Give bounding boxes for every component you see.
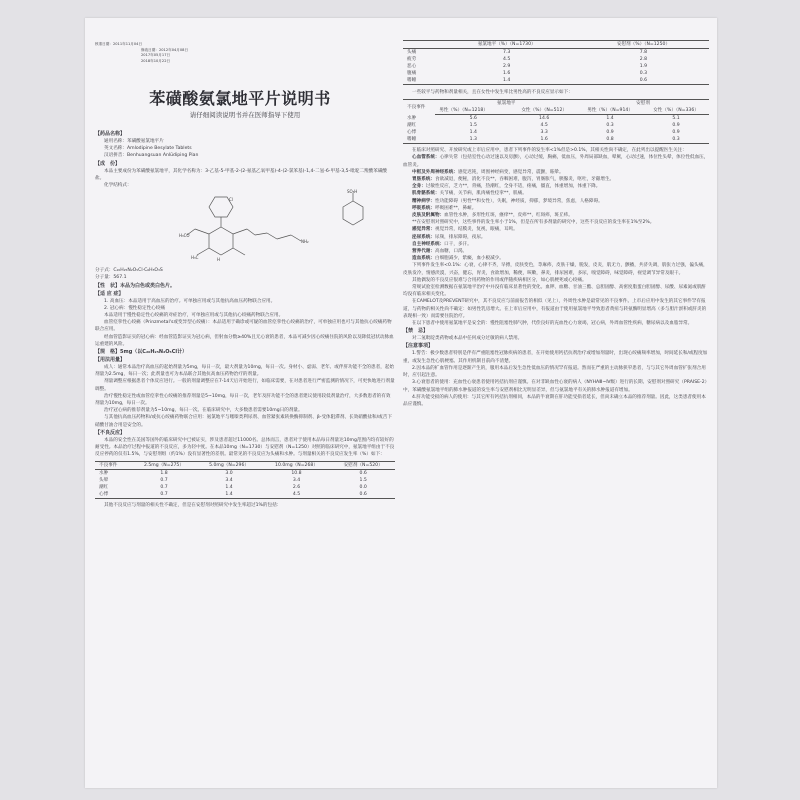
adverse-detail-paragraph — [403, 298, 709, 320]
adverse-detail-text: 血管性水肿，多形性红斑，瘙痒**，皮疹**，红斑疹，斑丘疹。 — [444, 213, 573, 219]
table-cell: 0.9 — [672, 123, 680, 129]
right-flow — [403, 40, 709, 408]
adverse-detail-text: 在CAMELOT及PREVENT研究中，其不良反应与前面报告的相似（见上），外周性水肿是最常见的不良事件。上市后应用中发生的其它事件罕有报道，与药物的相关性尚不确定：如男性乳房增大。在上市后应用中，有报道由于使用氨氯地平导致患者黄疸与转氨酶明显增高（多与胆汁淤积或肝炎的表现相一致）而需要住院治疗。 — [403, 299, 707, 319]
adverse-detail-paragraph — [403, 198, 709, 205]
adverse-detail-paragraph — [403, 284, 709, 298]
table-cell: 1.6 — [503, 71, 511, 76]
section-heading-adverse: 【不良反应】 — [95, 429, 126, 436]
adverse-footer: 其他不良反应与剂量的相关性不确定，但是在安慰剂对照研究中发生率超过1%的包括： — [104, 503, 282, 509]
document-title: 苯磺酸氨氯地平片说明书 — [149, 89, 331, 108]
adverse-detail-paragraph — [403, 241, 709, 248]
table-cell: 4.5 — [292, 492, 301, 498]
table-cell: 潮红 — [99, 485, 109, 491]
precaution-paragraph: 1.警告：极少数患者特别是伴有严重阻塞性冠脉疾病的患者，在开始使用钙拮抗剂治疗或增加剂量时，出现心绞痛频率增加，时间延长和/或程度加重，或发生急性心肌梗塞。其作用机制目前尚不清楚。 — [403, 351, 708, 364]
stamp-line: 2018年10月22日 — [141, 58, 171, 63]
composition-text: 本品主要成份为苯磺酸氨氯地平，其化学名称为：3-乙基-5-甲基-2-(2-氨基乙氧甲基)-4-(2-氯苯基)-1,4-二氢-6-甲基-3,5-吡啶二羧酸苯磺酸盐。 — [95, 168, 388, 181]
table-cell: 0.0 — [359, 485, 367, 491]
dosage-paragraph: 与其他抗高血压药物和/或抗心绞痛药物联合应用：氨氯地平与噻嗪类利尿剂、血管紧张素转换酶抑制剂、β-受体阻滞剂、长效硝酸盐和/或舌下硝酸甘油合用是安全的。 — [95, 415, 392, 428]
table-cell: 嗜睡 — [407, 137, 417, 143]
adverse-detail-list — [403, 147, 709, 327]
adverse-detail-paragraph — [403, 183, 709, 190]
table-row — [403, 70, 709, 77]
table-cell: 3.4 — [292, 478, 301, 484]
adverse-detail-text: 呼吸困难**，鼻衄。 — [434, 205, 477, 211]
molecular-weight: 分子量：567.1 — [95, 275, 127, 281]
table-cell: 0.6 — [359, 471, 367, 477]
table-cell: 心悸 — [407, 130, 417, 136]
table-cell: 1.4 — [469, 130, 477, 136]
left-flow — [95, 130, 395, 510]
indication-item: 本品适用于慢性稳定性心绞痛的对症治疗，可单独应用或与其他抗心绞痛药物联合应用。 — [104, 313, 284, 319]
table-header-cell: 女性（%）（N=336） — [643, 107, 709, 115]
table-header-cell: 女性（%）（N=512） — [511, 107, 577, 115]
dosage-paragraph: 成人：通常本品治疗高血压的起始剂量为5mg，每日一次，最大剂量为10mg，每日一次。身材小、虚弱、老年、或伴肝功能不全的患者，起始剂量为2.5mg，每日一次；此剂量也可为本品联合其他抗高血压药物治疗的剂量。 — [95, 365, 394, 378]
table-cell: 14.6 — [539, 116, 550, 122]
adverse-detail-paragraph — [403, 262, 709, 276]
adverse-detail-category: 感觉异常： — [412, 227, 435, 233]
table-cell: 0.3 — [606, 123, 614, 129]
table-cell: 1.6 — [540, 137, 548, 143]
table-row — [403, 49, 709, 57]
table-cell: 嗜睡 — [407, 78, 417, 83]
adverse-detail-text: 心律失常（包括室性心动过速以及房颤），心动过缓，胸痛，低血压，外周局部缺血，晕厥，心动过速，体位性头晕，体位性低血压，血管炎。 — [403, 155, 709, 168]
adverse-detail-text: 性功能障碍（男性**和女性），失眠，神经质，抑郁，梦境异常，焦虑，人格障碍。 — [434, 198, 603, 204]
table-row — [403, 77, 709, 85]
traits-text: 【性 状】本品为白色或类白色片。 — [95, 282, 176, 289]
adverse-detail-paragraph — [403, 205, 709, 212]
table-row — [403, 63, 709, 70]
adverse-detail-text: 过敏性反应，乏力**，背痛，热潮红，全身不适，疼痛，僵直，体重增加，体重下降。 — [425, 184, 601, 190]
table-cell: 4.5 — [503, 57, 511, 62]
adverse-detail-paragraph — [403, 320, 709, 327]
table-row — [403, 122, 709, 129]
section-heading-composition: 【成 份】 — [95, 160, 121, 167]
dosage-paragraph: 治疗冠心病的推荐剂量为5~10mg，每日一次。在临床研究中，大多数患者需要10mg日的剂量。 — [104, 408, 303, 414]
adverse-detail-text: **在安慰剂对照研究中，这些事件的发生率小于1%，但是在所有多剂量的研究中，这些不良反应的发生率在1%至2%。 — [412, 220, 655, 226]
document-subtitle: 请仔细阅读说明书并在医师指导下使用 — [189, 111, 301, 119]
chemical-structure-drawing — [95, 189, 395, 267]
adverse-detail-paragraph — [403, 147, 709, 154]
table-cell: 1.5 — [469, 123, 477, 129]
adverse-detail-category: 全身： — [412, 184, 426, 190]
table-row — [95, 491, 395, 499]
table-cell: 心悸 — [99, 492, 109, 498]
adverse-detail-category: 营养代谢： — [412, 249, 435, 255]
adverse-detail-text: 食欲减退，便秘，消化不良**，吞咽困难，腹泻，胃肠胀气，胰腺炎，呕吐，牙龈增生。 — [434, 177, 615, 183]
adverse-detail-text: 口干，多汗。 — [444, 241, 472, 247]
table-cell: 7.3 — [503, 50, 511, 55]
adverse-detail-category: 自主神经系统： — [412, 241, 445, 247]
precaution-paragraph: 2.因本品的扩血管作用是逐渐产生的，服用本品后发生急性低血压的情况罕有报道。然而在严重的主动脉狭窄患者，与与其它外周血管扩张剂合用时，应引起注意。 — [403, 365, 706, 379]
placebo-comparison-table — [403, 40, 709, 85]
indication-item: 经血管造影证实的冠心病：经血管造影证实为冠心病，但射血分数≥40%且无心衰的患者，本品可减少因心绞痛住院的风险以及降低冠状动脉血运重建的风险。 — [95, 334, 394, 347]
indication-item: 血管痉挛性心绞痛（Prinzmetal's或变异型心绞痛）：本品适用于确诊或可疑的血管痉挛性心绞痛的治疗，可单独应用也可与其他抗心绞痛药物联合应用。 — [95, 320, 392, 333]
precaution-paragraph: 4.肝功能受损的病人的使用：与其它所有钙拮抗剂相同，本品的半衰期在肝功能受损者延长，但尚未确立本品的推荐剂量。因此，这类患者使用本品应谨慎。 — [403, 394, 706, 407]
table-cell: 0.9 — [672, 130, 680, 136]
table-header-cell: 10.0mg（N=268） — [262, 462, 332, 470]
adverse-detail-paragraph — [403, 255, 709, 262]
table-row — [95, 484, 395, 491]
dosage-paragraph: 剂量调整应根据患者个体反应进行。一般的剂量调整应在7-14天后开始进行，如临床需要，在对患者进行严密监测的情况下，可更快地进行剂量调整。 — [95, 379, 395, 392]
adverse-detail-paragraph — [403, 169, 709, 176]
table-cell: 疲劳 — [407, 57, 417, 62]
table-header-cell: 安慰剂 — [636, 101, 650, 107]
leaflet-sheet — [85, 18, 717, 788]
adverse-detail-text: 在以下患者中使用氨氯地平是安全的：慢性阻塞性肺气肿，代偿良好的充血性心力衰竭，冠心病，外周血管性疾病，糖尿病以及血脂异常。 — [412, 321, 693, 327]
table-cell: 1.9 — [639, 64, 648, 69]
table-cell: 潮红 — [407, 123, 417, 129]
svg-text:H₃C: H₃C — [191, 255, 199, 261]
spec-text: 【规 格】5mg（以C₂₀H₂₅N₂O₅Cl计） — [95, 349, 188, 356]
table-row — [403, 56, 709, 63]
adverse-detail-text: 尿频，排尿障碍，夜尿。 — [434, 234, 486, 240]
adverse-detail-paragraph — [403, 277, 709, 284]
svg-text:SO₃H: SO₃H — [347, 189, 358, 195]
table-row — [403, 129, 709, 136]
section-heading-dosage: 【用法用量】 — [95, 357, 126, 364]
adverse-detail-text: 感觉迟钝，周围神经病变，感觉异常，震颤，眩晕。 — [457, 169, 564, 175]
table-cell: 0.8 — [606, 137, 614, 143]
table-cell: 1.5 — [359, 478, 367, 484]
table-cell: 3.4 — [225, 478, 233, 484]
adverse-detail-paragraph — [403, 226, 709, 233]
table-cell: 4.5 — [540, 123, 548, 129]
adverse-detail-category: 中枢及外周神经系统： — [412, 169, 458, 175]
table-cell: 5.1 — [672, 116, 680, 122]
section-heading-precautions: 【注意事项】 — [403, 343, 434, 350]
molecular-formula: 分子式：C₂₀H₂₅N₂O₅Cl·C₆H₅O₃S — [95, 268, 163, 274]
table-cell: 0.3 — [672, 137, 680, 143]
table-cell: 头痛 — [407, 50, 417, 55]
table-cell: 水肿 — [99, 471, 109, 477]
table-cell: 1.8 — [160, 471, 168, 477]
adverse-text: 本品的安全性在美国等国外的临床研究中已被证实，涉及患者超过11000名。总体而言，患者对于使用本品每日剂量达10mg范围内均有较好的耐受性。本品治疗过程中报道的不良反应，多为轻中度。在本品10mg（N=1730）与安慰剂（N=1250）对照的临床研究中，氨氯地平组由于不良反应停药的仅有1.5%，与安慰剂组（约1%）没有显著性的差别。最常见的不良反应为头痛和水肿。与剂量相关的不良反应发生率（%）如下： — [95, 437, 395, 458]
adverse-detail-paragraph — [403, 212, 709, 219]
adverse-detail-text: 下列事件发生率<0.1%：心衰，心律不齐，早搏，皮肤变色，荨麻疹，皮肤干燥，脱发，皮炎，肌无力，颤搐，共济失调，肌张力过强，偏头痛，皮肤发冷，情感淡漠，兴奋，健忘，胃炎，食欲增加，稀便，咳嗽，鼻炎，排尿困难，多尿，嗅觉障碍，味觉障碍，视觉调节异常及眼干。 — [403, 263, 708, 276]
table-cell: 0.9 — [606, 130, 614, 136]
section-heading-taboo: 【禁 忌】 — [403, 328, 429, 335]
dosage-paragraph: 治疗慢性稳定性或血管痉挛性心绞痛的推荐剂量是5~10mg，每日一次，老年及肝功能不全的患者建议使用较低剂量治疗，大多数患者的有效剂量为10mg，每日一次。 — [95, 393, 391, 407]
adverse-detail-text: 在临床对照研究、开放研究或上市后应用中，患者下列事件的发生率<1%但是>0.1%，其相关性尚不确定，在此列出以提醒医生关注： — [412, 148, 687, 154]
adverse-detail-category: 胃肠系统： — [412, 177, 435, 183]
table-cell: 0.7 — [160, 492, 168, 498]
table-header-cell: 5.0mg（N=296） — [197, 462, 262, 470]
drug-name-line: 通用名称：苯磺酸氨氯地平片 — [104, 139, 164, 144]
indication-item: 2. 冠心病：慢性稳定性心绞痛 — [104, 305, 165, 311]
table-cell: 头晕 — [99, 478, 109, 484]
table-cell: 0.3 — [639, 71, 648, 76]
table-header-cell: 氨氯地平 — [497, 101, 516, 107]
stamp-line: 2017年05月17日 — [141, 53, 171, 58]
adverse-detail-text: 其他偶发的不良反应很难与合用药物的作用或伴随疾病相区分，如心肌梗死或心绞痛。 — [412, 277, 587, 283]
svg-text:H: H — [217, 257, 221, 263]
table-cell: 2.6 — [292, 485, 301, 491]
table-cell: 恶心 — [407, 64, 417, 69]
table-cell: 0.7 — [160, 478, 168, 484]
table-cell: 水肿 — [407, 115, 417, 121]
table-row — [403, 136, 709, 144]
stamp-line: 核准日期：2011年11月04日 — [95, 42, 143, 46]
adverse-detail-category: 造血系统： — [412, 256, 435, 262]
sex-difference-note: 一些较平与药物和剂量相关，且在女性中发生率比男性高的不良反应显示如下： — [412, 90, 573, 95]
table-row — [95, 477, 395, 484]
table-cell: 7.8 — [639, 50, 648, 55]
table-header-cell: 2.5mg（N=275） — [131, 462, 196, 470]
adverse-detail-text: 高血糖，口渴。 — [434, 249, 468, 255]
svg-text:H₃CO: H₃CO — [179, 233, 190, 239]
structure-label: 化学结构式： — [104, 183, 132, 189]
table-header-cell: 氨氯地平（%）（N=1730） — [436, 41, 578, 49]
table-row — [95, 470, 395, 478]
table-cell: 1.4 — [503, 78, 511, 83]
svg-text:Cl: Cl — [229, 197, 233, 203]
adverse-detail-category: 泌尿系统： — [412, 234, 435, 240]
table-cell: 3.3 — [540, 130, 548, 136]
table-header-cell: 男性（%）（N=1218） — [435, 107, 511, 115]
table-cell: 3.0 — [225, 471, 233, 477]
adverse-detail-text: 白细胞减少，紫癜，血小板减少。 — [434, 256, 504, 262]
table-cell: 2.8 — [639, 57, 648, 62]
adverse-detail-paragraph — [403, 176, 709, 183]
table-cell: 1.3 — [469, 137, 477, 143]
table-header-cell: 男性（%）（N=914） — [577, 107, 643, 115]
drug-name-line: 汉语拼音：Benhuangsuan Anlüdiping Pian — [104, 153, 199, 159]
sex-adverse-table — [403, 99, 709, 144]
table-header-cell: 安慰剂（N=520） — [331, 462, 395, 470]
table-cell: 5.6 — [469, 116, 477, 122]
dose-adverse-table — [95, 461, 395, 499]
section-heading-indications: 【适 应 症】 — [95, 290, 124, 297]
table-cell: 腹痛 — [407, 71, 417, 76]
table-header-cell: 不良事件 — [95, 462, 131, 470]
table-header-cell: 不良事件 — [407, 104, 426, 110]
revision-stamp — [95, 42, 188, 64]
adverse-detail-category: 肌骨骼系统： — [412, 191, 440, 197]
table-row — [403, 115, 709, 123]
indication-item: 1. 高血压：本品适用于高血压的治疗。可单独应用或与其他抗高血压药物联合应用。 — [104, 298, 276, 304]
table-cell: 1.4 — [606, 116, 614, 122]
svg-text:NH₂: NH₂ — [301, 239, 309, 245]
adverse-detail-paragraph — [403, 219, 709, 226]
adverse-detail-text: 视觉异常，结膜炎，复视，眼痛，耳鸣。 — [434, 227, 518, 233]
precaution-paragraph: 3.心衰患者的使用：充血性心衰患者使用钙拮抗剂应谨慎。在对非缺血性心衰的病人（NYHAⅢ~Ⅳ级）进行的长期、安慰剂对照研究（PRAISE-2）中，苯磺酸氨氯地平组的肺水肿报道的发生率与安慰剂相比无明显差异，但与氨氯地平有关的肺水肿报道有增加。 — [403, 380, 707, 393]
adverse-detail-paragraph — [403, 248, 709, 255]
stamp-line: 修改日期：2012年04月08日 — [141, 47, 189, 52]
table-cell: 0.7 — [160, 485, 168, 491]
table-cell: 0.6 — [359, 492, 367, 498]
table-header-cell: 安慰剂（%）（N=1250） — [578, 41, 709, 49]
table-cell: 1.4 — [225, 485, 233, 491]
adverse-detail-paragraph — [403, 234, 709, 241]
table-cell: 1.4 — [225, 492, 233, 498]
table-header-cell — [403, 41, 436, 49]
section-heading-drug-name: 【药品名称】 — [95, 131, 126, 137]
adverse-detail-text: 常规试验室检测数据在氨氯地平治疗中并没有临床显著性的变化。血钾、血糖、甘油三酯、总胆固醇、高密度脂蛋白胆固醇、尿酸、尿素氮或肌酐均没有临床相关变化。 — [403, 285, 707, 298]
drug-name-line: 英文名称：Amlodipine Besylate Tablets — [104, 146, 192, 152]
chemical-structure — [95, 189, 395, 267]
adverse-detail-category: 精神病学： — [412, 198, 435, 204]
table-cell: 0.6 — [639, 78, 648, 83]
adverse-detail-paragraph — [403, 190, 709, 197]
adverse-detail-category: 心血管系统： — [412, 155, 440, 161]
adverse-detail-category: 皮肤及附属物： — [412, 213, 445, 219]
table-cell: 2.9 — [503, 64, 511, 69]
adverse-detail-text: 关节痛，关节病，肌肉痛性痉挛**，肌痛。 — [439, 191, 527, 197]
table-cell: 10.8 — [291, 471, 302, 477]
adverse-detail-paragraph — [403, 154, 709, 168]
taboo-text: 对二氢吡啶类药物或本品中任何成分过敏的病人禁用。 — [412, 336, 523, 342]
adverse-detail-category: 呼吸系统： — [412, 205, 435, 211]
